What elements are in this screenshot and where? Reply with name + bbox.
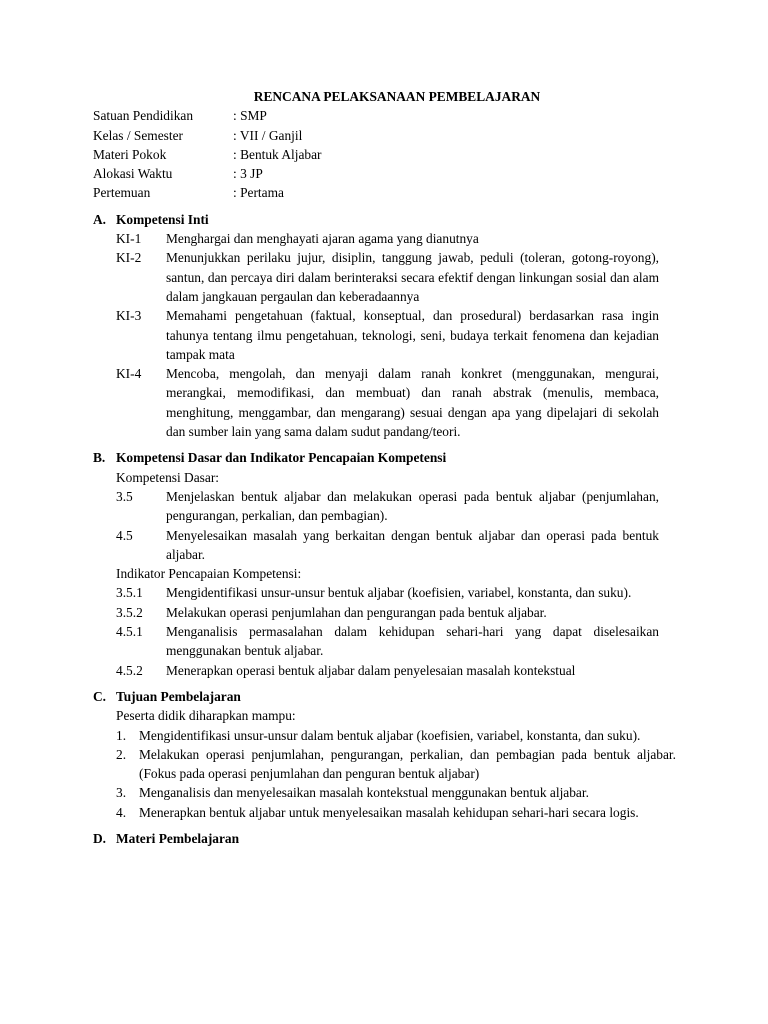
identity-value: : Bentuk Aljabar bbox=[233, 146, 322, 162]
identity-value: : SMP bbox=[233, 108, 267, 124]
item-text: Menyelesaikan masalah yang berkaitan dengan bentuk aljabar dan operasi pada bentuk aljabar. bbox=[166, 527, 659, 562]
item-text: Memahami pengetahuan (faktual, konseptual, dan prosedural) berdasarkan rasa ingin tahunya tentang ilmu pengetahuan, teknologi, seni, budaya terkait fenomena dan kejadian tampak mata bbox=[166, 308, 659, 362]
section-kompetensi-inti bbox=[93, 210, 676, 442]
item-text: Menjelaskan bentuk aljabar dan melakukan operasi pada bentuk aljabar (penjumlahan, pengurangan, perkalian, dan pembagian). bbox=[166, 488, 659, 524]
kd-item bbox=[116, 487, 676, 526]
item-code: 4.5 bbox=[116, 527, 133, 543]
document-page bbox=[93, 87, 676, 848]
item-text: Menunjukkan perilaku jujur, disiplin, tanggung jawab, peduli (toleran, gotong-royong), santun, dan percaya diri dalam berinteraksi secara efektif dengan linkungan sosial dan alam dalam jangkauan pergaulan dan keberadaannya bbox=[166, 250, 659, 304]
ki-item bbox=[116, 229, 676, 248]
tujuan-item bbox=[116, 726, 676, 745]
section-tujuan-pembelajaran bbox=[93, 687, 676, 822]
section-title: Kompetensi Inti bbox=[116, 211, 209, 227]
identity-label: Pertemuan bbox=[93, 185, 151, 201]
item-code: KI-1 bbox=[116, 231, 142, 247]
item-text: Melakukan operasi penjumlahan dan pengurangan pada bentuk aljabar. bbox=[166, 604, 547, 620]
identity-row bbox=[93, 106, 676, 125]
tujuan-item bbox=[116, 783, 676, 802]
section-title: Materi Pembelajaran bbox=[116, 830, 240, 846]
identity-row bbox=[93, 164, 676, 183]
item-code: 3.5.1 bbox=[116, 585, 143, 601]
identity-row bbox=[93, 126, 676, 145]
identity-label: Materi Pokok bbox=[93, 146, 167, 162]
ipk-item bbox=[116, 622, 676, 661]
section-letter: D. bbox=[93, 830, 107, 846]
item-text: Menganalisis dan menyelesaikan masalah kontekstual menggunakan bentuk aljabar. bbox=[139, 785, 589, 801]
section-heading bbox=[93, 210, 676, 229]
section-title: Tujuan Pembelajaran bbox=[116, 688, 241, 704]
identity-label: Kelas / Semester bbox=[93, 127, 183, 143]
section-title: Kompetensi Dasar dan Indikator Pencapaian Kompetensi bbox=[116, 450, 447, 466]
item-code: 3.5 bbox=[116, 488, 133, 504]
identity-value: : 3 JP bbox=[233, 166, 263, 182]
identity-value: : Pertama bbox=[233, 185, 284, 201]
section-body bbox=[93, 229, 676, 441]
section-body bbox=[93, 468, 676, 680]
identity-value: : VII / Ganjil bbox=[233, 127, 303, 143]
section-heading bbox=[93, 448, 676, 467]
identity-label: Alokasi Waktu bbox=[93, 166, 173, 182]
item-code: 4.5.1 bbox=[116, 624, 143, 640]
section-body bbox=[93, 706, 676, 822]
item-number: 3. bbox=[116, 785, 127, 801]
item-text: Menerapkan operasi bentuk aljabar dalam penyelesaian masalah kontekstual bbox=[166, 662, 576, 678]
section-heading bbox=[93, 829, 676, 848]
ipk-item bbox=[116, 661, 676, 680]
section-letter: A. bbox=[93, 211, 107, 227]
ki-item bbox=[116, 306, 676, 364]
ki-item bbox=[116, 364, 676, 441]
item-code: KI-3 bbox=[116, 308, 142, 324]
ki-item bbox=[116, 248, 676, 306]
tujuan-item bbox=[116, 745, 676, 784]
identity-row bbox=[93, 183, 676, 202]
ipk-item bbox=[116, 583, 676, 602]
ipk-item bbox=[116, 603, 676, 622]
section-letter: C. bbox=[93, 688, 107, 704]
item-number: 2. bbox=[116, 746, 127, 762]
item-text: Mengidentifikasi unsur-unsur dalam bentuk aljabar (koefisien, variabel, konstanta, dan suku). bbox=[139, 727, 641, 743]
item-code: KI-4 bbox=[116, 366, 142, 382]
document-title: RENCANA PELAKSANAAN PEMBELAJARAN bbox=[253, 89, 541, 104]
item-number: 1. bbox=[116, 727, 127, 743]
item-text: Menganalisis permasalahan dalam kehidupan sehari-hari yang dapat diselesaikan menggunakan bentuk aljabar. bbox=[166, 624, 659, 659]
kd-label: Kompetensi Dasar: bbox=[116, 469, 220, 485]
item-code: 3.5.2 bbox=[116, 604, 143, 620]
item-code: 4.5.2 bbox=[116, 662, 143, 678]
item-text: Menerapkan bentuk aljabar untuk menyelesaikan masalah kehidupan sehari-hari secara logis. bbox=[139, 804, 639, 820]
tujuan-intro: Peserta didik diharapkan mampu: bbox=[116, 708, 296, 724]
item-text: Menghargai dan menghayati ajaran agama yang dianutnya bbox=[166, 231, 479, 247]
identity-row bbox=[93, 145, 676, 164]
kd-item bbox=[116, 526, 676, 565]
section-heading bbox=[93, 687, 676, 706]
identity-label: Satuan Pendidikan bbox=[93, 108, 194, 124]
item-text: Mengidentifikasi unsur-unsur bentuk aljabar (koefisien, variabel, konstanta, dan suku). bbox=[166, 585, 632, 601]
section-letter: B. bbox=[93, 450, 106, 466]
section-kompetensi-dasar bbox=[93, 448, 676, 680]
identity-table bbox=[93, 106, 676, 202]
item-text: Melakukan operasi penjumlahan, pengurangan, perkalian, dan pembagian pada bentuk aljabar. (Fokus pada operasi penjumlahan dan penguran bentuk aljabar) bbox=[139, 746, 676, 782]
item-code: KI-2 bbox=[116, 250, 142, 266]
tujuan-item bbox=[116, 803, 676, 822]
item-text: Mencoba, mengolah, dan menyaji dalam ranah konkret (menggunakan, mengurai, merangkai, memodifikasi, dan membuat) dan ranah abstrak (menulis, membaca, menghitung, menggambar, dan mengarang) sesuai dengan apa yang dipelajari di sekolah dan sumber lain yang sama dalam sudut pandang/teori. bbox=[166, 366, 659, 440]
section-materi-pembelajaran bbox=[93, 829, 676, 848]
ipk-label: Indikator Pencapaian Kompetensi: bbox=[116, 566, 302, 582]
item-number: 4. bbox=[116, 804, 127, 820]
